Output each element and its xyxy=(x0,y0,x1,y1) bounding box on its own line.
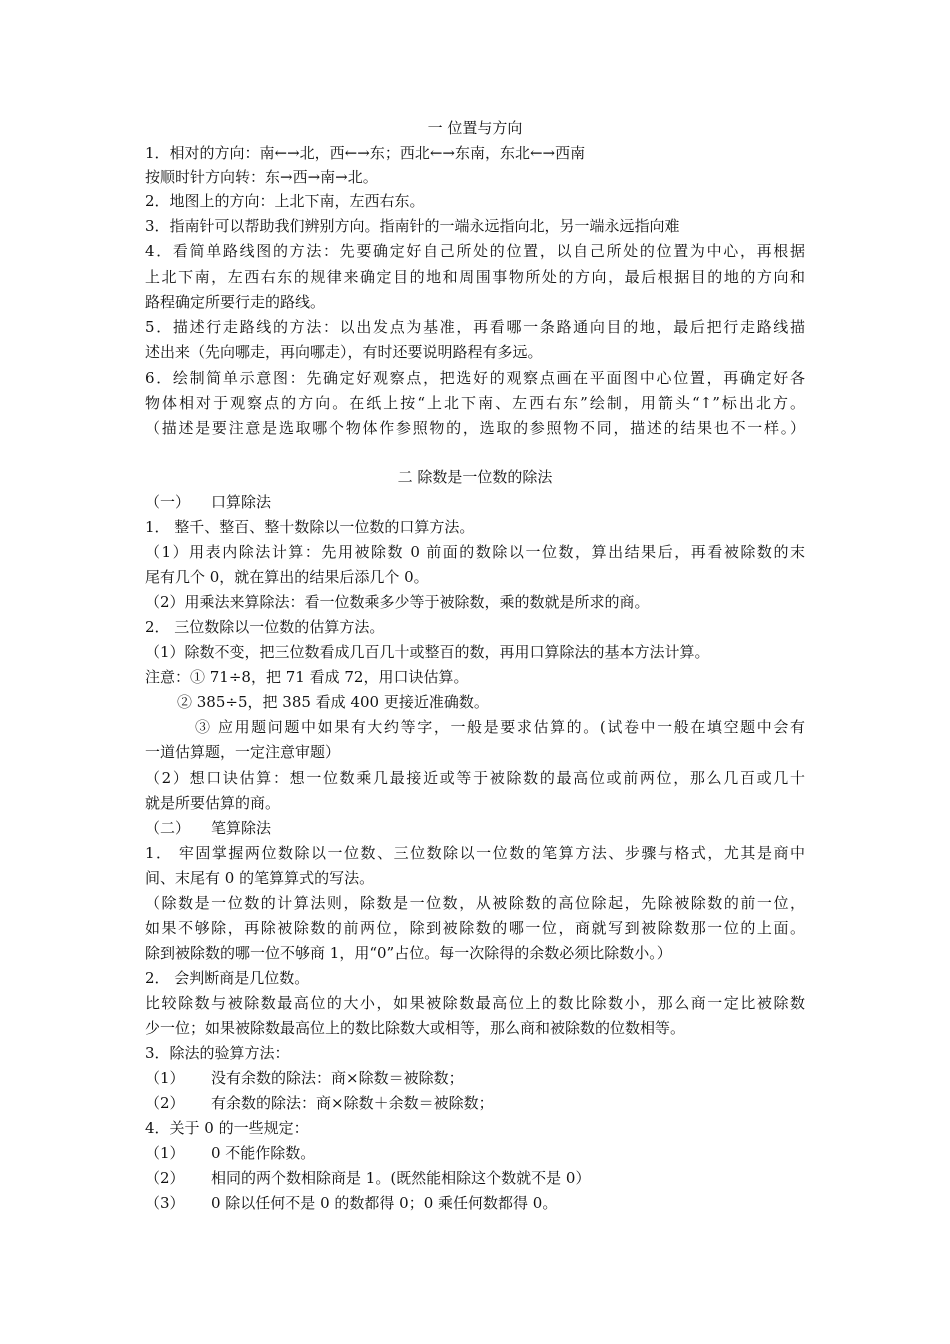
text-line: 4．关于 0 的一些规定： xyxy=(145,1119,309,1137)
text-line: 尾有几个 0，就在算出的结果后添几个 0。 xyxy=(145,568,429,586)
text-line: 比较除数与被除数最高位的大小，如果被除数最高位上的数比除数小，那么商一定比被除数 xyxy=(145,994,805,1012)
text-line: 2． 会判断商是几位数。 xyxy=(145,969,310,987)
text-line: 少一位；如果被除数最高位上的数比除数大或相等，那么商和被除数的位数相等。 xyxy=(145,1019,686,1037)
list-text: 没有余数的除法：商×除数＝被除数； xyxy=(211,1069,464,1087)
subsection-number: （二） xyxy=(145,819,191,837)
list-number: （2） xyxy=(145,1169,185,1187)
text-line: 1．相对的方向：南←→北，西←→东；西北←→东南，东北←→西南 xyxy=(145,144,586,162)
text-line: （2）想口诀估算：想一位数乘几最接近或等于被除数的最高位或前两位，那么几百或几十 xyxy=(145,769,805,787)
text-line: ③ 应用题问题中如果有大约等字，一般是要求估算的。(试卷中一般在填空题中会有 xyxy=(195,718,805,736)
section-title-position-direction: 一 位置与方向 xyxy=(427,119,523,137)
text-line: 一道估算题，一定注意审题） xyxy=(145,743,341,761)
text-line: 4．看简单路线图的方法：先要确定好自己所处的位置，以自己所处的位置为中心，再根据 xyxy=(145,242,805,260)
list-text: 相同的两个数相除商是 1。(既然能相除这个数就不是 0） xyxy=(211,1169,591,1187)
list-item xyxy=(145,1191,558,1215)
list-text: 有余数的除法：商×除数＋余数＝被除数； xyxy=(211,1094,494,1112)
text-line: 就是所要估算的商。 xyxy=(145,794,281,812)
text-line: 1． 牢固掌握两位数除以一位数、三位数除以一位数的笔算方法、步骤与格式，尤其是商中 xyxy=(145,844,805,862)
subsection-title: 笔算除法 xyxy=(211,819,272,837)
text-line: 2． 三位数除以一位数的估算方法。 xyxy=(145,618,385,636)
list-item xyxy=(145,1166,591,1190)
text-line: 3．除法的验算方法： xyxy=(145,1044,290,1062)
text-line: 除到被除数的哪一位不够商 1，用“0”占位。每一次除得的余数必须比除数小。） xyxy=(145,944,672,962)
text-line: （1）除数不变，把三位数看成几百几十或整百的数，再用口算除法的基本方法计算。 xyxy=(145,643,710,661)
list-text: 0 不能作除数。 xyxy=(211,1144,316,1162)
text-line: 2．地图上的方向：上北下南，左西右东。 xyxy=(145,192,425,210)
text-line: （除数是一位数的计算法则，除数是一位数，从被除数的高位除起，先除被除数的前一位， xyxy=(145,894,805,912)
text-line: （描述是要注意是选取哪个物体作参照物的，选取的参照物不同，描述的结果也不一样。） xyxy=(145,419,805,437)
list-item xyxy=(145,1066,464,1090)
text-line: 间、末尾有 0 的笔算算式的写法。 xyxy=(145,869,375,887)
text-line: 路程确定所要行走的路线。 xyxy=(145,293,326,311)
text-line: 述出来（先向哪走，再向哪走），有时还要说明路程有多远。 xyxy=(145,343,543,361)
text-line: 物体相对于观察点的方向。在纸上按“上北下南、左西右东”绘制，用箭头“↑”标出北方。 xyxy=(145,394,805,412)
text-line: 按顺时针方向转：东→西→南→北。 xyxy=(145,168,378,186)
text-line: 3．指南针可以帮助我们辨别方向。指南针的一端永远指向北，另一端永远指向难 xyxy=(145,217,680,235)
list-number: （1） xyxy=(145,1144,185,1162)
text-line: （2）用乘法来算除法：看一位数乘多少等于被除数，乘的数就是所求的商。 xyxy=(145,593,650,611)
list-number: （2） xyxy=(145,1094,185,1112)
list-number: （3） xyxy=(145,1194,185,1212)
text-line: 注意：① 71÷8，把 71 看成 72，用口诀估算。 xyxy=(145,668,469,686)
subsection-heading xyxy=(145,490,272,514)
subsection-title: 口算除法 xyxy=(211,493,272,511)
text-line: 6．绘制简单示意图：先确定好观察点，把选好的观察点画在平面图中心位置，再确定好各 xyxy=(145,369,805,387)
text-line: 上北下南，左西右东的规律来确定目的地和周围事物所处的方向，最后根据目的地的方向和 xyxy=(145,268,805,286)
text-line: （1）用表内除法计算：先用被除数 0 前面的数除以一位数，算出结果后，再看被除数的末 xyxy=(145,543,805,561)
list-text: 0 除以任何不是 0 的数都得 0；0 乘任何数都得 0。 xyxy=(211,1194,558,1212)
list-item xyxy=(145,1091,494,1115)
subsection-heading xyxy=(145,816,272,840)
text-line: 如果不够除，再除被除数的前两位，除到被除数的哪一位，商就写到被除数那一位的上面。 xyxy=(145,919,805,937)
section-title-division: 二 除数是一位数的除法 xyxy=(397,468,553,486)
list-number: （1） xyxy=(145,1069,185,1087)
subsection-number: （一） xyxy=(145,493,191,511)
text-line: ② 385÷5，把 385 看成 400 更接近准确数。 xyxy=(177,693,489,711)
text-line: 5．描述行走路线的方法：以出发点为基准，再看哪一条路通向目的地，最后把行走路线描 xyxy=(145,318,805,336)
list-item xyxy=(145,1141,316,1165)
text-line: 1． 整千、整百、整十数除以一位数的口算方法。 xyxy=(145,518,475,536)
